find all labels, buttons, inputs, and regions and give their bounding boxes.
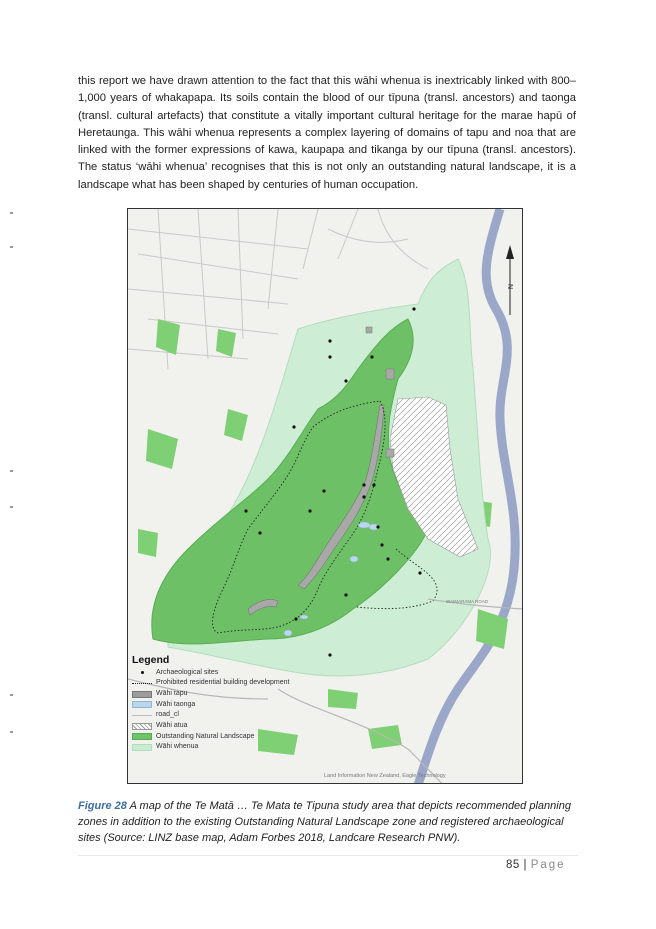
hatch-icon bbox=[132, 723, 152, 730]
caption-text: A map of the Te Matā … Te Mata te Tipuna study area that depicts recommended planning zones in addition to the existing Outstanding Natural Landscape zone and registered archaeological sites (Source: LINZ base map, Adam Forbes 2018, Landcare Research PNW). bbox=[78, 800, 571, 844]
wahi-tapu-site bbox=[386, 449, 394, 457]
swatch-icon bbox=[132, 744, 152, 751]
page-word: Page bbox=[530, 859, 566, 871]
dotted-line-icon bbox=[132, 683, 152, 684]
footer-divider bbox=[78, 855, 578, 856]
margin-mark bbox=[10, 246, 13, 248]
legend-title: Legend bbox=[132, 654, 170, 666]
legend-label: Wāhi whenua bbox=[156, 743, 199, 751]
margin-mark bbox=[10, 731, 13, 733]
legend-item-wahi-taonga bbox=[132, 700, 307, 711]
legend-item-wahi-tapu bbox=[132, 689, 307, 700]
body-paragraph: this report we have drawn attention to the fact that this wāhi whenua is inextricably linked with 800–1,000 years of whakapapa. Its soils contain the blood of our tīpuna (transl. ancestors) and taonga (transl. cultural artefacts) that constitute a vitally important cultural heritage for the marae hapū of Heretaunga. This wāhi whenua represents a complex layering of domains of tapu and noa that are linked with the former expressions of kawa, kaupapa and tikanga by our tīpuna (transl. ancestors). The status ‘wāhi whenua’ recognises that this is not only an outstanding natural landscape, it is a landscape what has been shaped by centuries of human occupation. bbox=[78, 75, 576, 191]
swatch-icon bbox=[132, 701, 152, 708]
page-number: 85 bbox=[506, 859, 520, 871]
north-label: N bbox=[506, 284, 513, 290]
map-credit: Land Information New Zealand, Eagle Technology bbox=[324, 773, 446, 779]
legend-item-road bbox=[132, 710, 307, 721]
legend-label: road_cl bbox=[156, 711, 179, 719]
figure-caption bbox=[78, 798, 578, 846]
swatch-icon bbox=[132, 691, 152, 698]
margin-mark bbox=[10, 212, 13, 214]
line-icon bbox=[132, 715, 152, 716]
legend-label: Wāhi tapu bbox=[156, 689, 188, 697]
wahi-tapu-site bbox=[366, 327, 372, 333]
page-separator: | bbox=[523, 859, 527, 871]
legend-label: Wāhi atua bbox=[156, 722, 188, 730]
legend-label: Prohibited residential building development bbox=[156, 679, 290, 687]
legend-item-archaeological bbox=[132, 668, 307, 679]
legend-item-wahi-atua bbox=[132, 721, 307, 732]
road-label: WAIMARAMA ROAD bbox=[446, 599, 489, 604]
legend-item-prohibited bbox=[132, 678, 307, 689]
study-area-map bbox=[127, 208, 523, 784]
legend-label: Archaeological sites bbox=[156, 668, 219, 676]
figure-label: Figure 28 bbox=[78, 800, 127, 812]
margin-mark bbox=[10, 694, 13, 696]
page-footer bbox=[506, 859, 566, 871]
legend-label: Wāhi taonga bbox=[156, 700, 196, 708]
margin-mark bbox=[10, 506, 13, 508]
margin-mark bbox=[10, 470, 13, 472]
map-legend bbox=[132, 655, 307, 753]
legend-item-onl bbox=[132, 732, 307, 743]
legend-item-wahi-whenua bbox=[132, 742, 307, 753]
dot-icon bbox=[132, 669, 152, 676]
wahi-tapu-site bbox=[386, 369, 394, 379]
legend-label: Outstanding Natural Landscape bbox=[156, 732, 255, 740]
swatch-icon bbox=[132, 733, 152, 740]
